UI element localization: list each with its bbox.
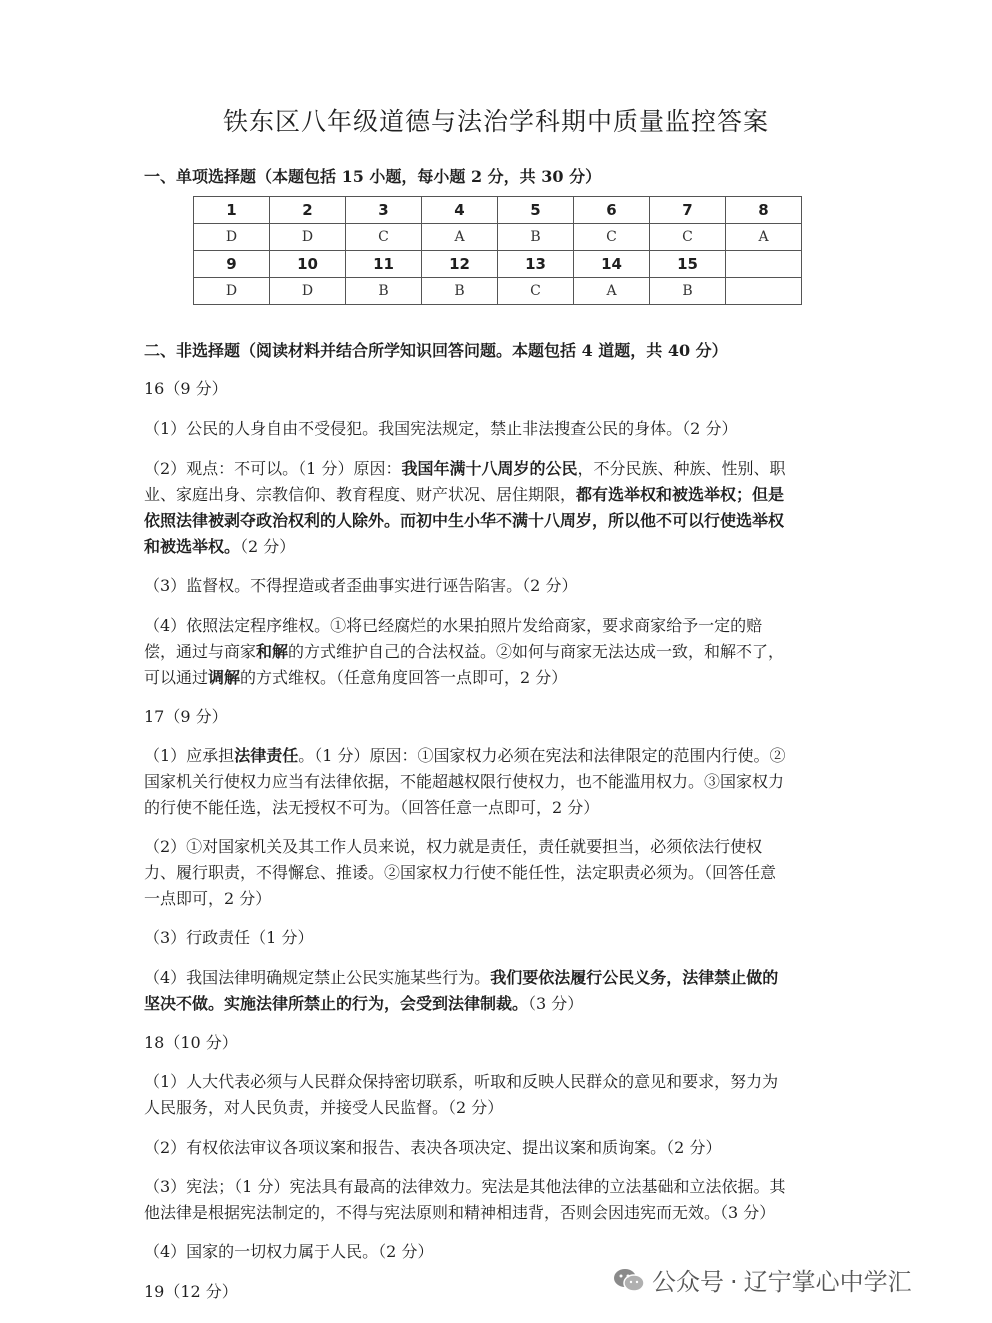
table-cell: 12 <box>422 251 498 278</box>
table-cell: D <box>270 224 346 251</box>
table-cell: A <box>574 278 650 305</box>
q16-answer-1: （1）公民的人身自由不受侵犯。我国宪法规定，禁止非法搜查公民的身体。（2 分） <box>144 419 738 438</box>
q18-answer-4: （4）国家的一切权力属于人民。（2 分） <box>144 1242 434 1261</box>
section1-heading: 一、单项选择题（本题包括 15 小题，每小题 2 分，共 30 分） <box>144 167 602 186</box>
table-cell: 4 <box>422 197 498 224</box>
q18-answer-2: （2）有权依法审议各项议案和报告、表决各项决定、提出议案和质询案。（2 分） <box>144 1138 722 1157</box>
table-cell: C <box>498 278 574 305</box>
table-cell: A <box>422 224 498 251</box>
table-cell: A <box>726 224 802 251</box>
table-cell: 13 <box>498 251 574 278</box>
table-cell: C <box>574 224 650 251</box>
q16-answer-4: （4）依照法定程序维权。①将已经腐烂的水果拍照片发给商家，要求商家给予一定的赔 偿，通过与商家和解的方式维护自己的合法权益。②如何与商家无法达成一致，和解不了， 可以通过调解的方式维权。（任意角度回答一点即可，2 分） <box>144 616 785 687</box>
table-cell: 10 <box>270 251 346 278</box>
table-row <box>194 224 802 251</box>
question-16-heading: 16（9 分） <box>144 379 228 398</box>
table-cell: 8 <box>726 197 802 224</box>
table-cell: D <box>194 278 270 305</box>
wechat-icon <box>612 1266 646 1294</box>
table-cell: 7 <box>650 197 726 224</box>
question-18-heading: 18（10 分） <box>144 1033 238 1052</box>
table-cell: 11 <box>346 251 422 278</box>
table-cell: 9 <box>194 251 270 278</box>
table-cell <box>726 278 802 305</box>
table-cell <box>726 251 802 278</box>
table-cell: B <box>498 224 574 251</box>
page-title: 铁东区八年级道德与法治学科期中质量监控答案 <box>222 107 769 136</box>
table-cell: 2 <box>270 197 346 224</box>
table-cell: 5 <box>498 197 574 224</box>
table-cell: B <box>346 278 422 305</box>
table-cell: C <box>650 224 726 251</box>
section2-heading: 二、非选择题（阅读材料并结合所学知识回答问题。本题包括 4 道题，共 40 分） <box>144 341 728 360</box>
table-cell: 14 <box>574 251 650 278</box>
q17-answer-3: （3）行政责任（1 分） <box>144 928 314 947</box>
watermark: 公众号 · 辽宁掌心中学汇 <box>652 1268 912 1296</box>
table-cell: D <box>194 224 270 251</box>
table-cell: 6 <box>574 197 650 224</box>
question-17-heading: 17（9 分） <box>144 707 228 726</box>
q18-answer-1: （1）人大代表必须与人民群众保持密切联系，听取和反映人民群众的意见和要求，努力为 人民服务，对人民负责，并接受人民监督。（2 分） <box>144 1072 779 1117</box>
table-cell: 15 <box>650 251 726 278</box>
table-cell: C <box>346 224 422 251</box>
q18-answer-3: （3）宪法；（1 分）宪法具有最高的法律效力。宪法是其他法律的立法基础和立法依据。其 他法律是根据宪法制定的，不得与宪法原则和精神相违背，否则会因违宪而无效。（3 分） <box>144 1177 786 1222</box>
table-cell: B <box>650 278 726 305</box>
q17-answer-1: （1）应承担法律责任。（1 分）原因：①国家权力必须在宪法和法律限定的范围内行使。② 国家机关行使权力应当有法律依据，不能超越权限行使权力，也不能滥用权力。③国家权力 的行使不能任选，法无授权不可为。（回答任意一点即可，2 分） <box>144 746 786 817</box>
answer-table <box>193 196 802 305</box>
table-row <box>194 278 802 305</box>
table-cell: D <box>270 278 346 305</box>
question-19-heading: 19（12 分） <box>144 1282 238 1301</box>
q16-answer-3: （3）监督权。不得捏造或者歪曲事实进行诬告陷害。（2 分） <box>144 576 578 595</box>
q16-answer-2: （2）观点：不可以。（1 分）原因：我国年满十八周岁的公民，不分民族、种族、性别、职 业、家庭出身、宗教信仰、教育程度、财产状况、居住期限，都有选举权和被选举权；但是 依照法律被剥夺政治权利的人除外。而初中生小华不满十八周岁，所以他不可以行使选举权 和被选举权。（2 分） <box>144 459 786 556</box>
q17-answer-2: （2）①对国家机关及其工作人员来说，权力就是责任，责任就要担当，必须依法行使权 力、履行职责，不得懈怠、推诿。②国家权力行使不能任性，法定职责必须为。（回答任意 一点即可，2 分） <box>144 837 777 908</box>
table-row <box>194 251 802 278</box>
table-cell: B <box>422 278 498 305</box>
q17-answer-4: （4）我国法律明确规定禁止公民实施某些行为。我们要依法履行公民义务，法律禁止做的 坚决不做。实施法律所禁止的行为，会受到法律制裁。（3 分） <box>144 968 779 1013</box>
table-cell: 3 <box>346 197 422 224</box>
table-row <box>194 197 802 224</box>
table-cell: 1 <box>194 197 270 224</box>
